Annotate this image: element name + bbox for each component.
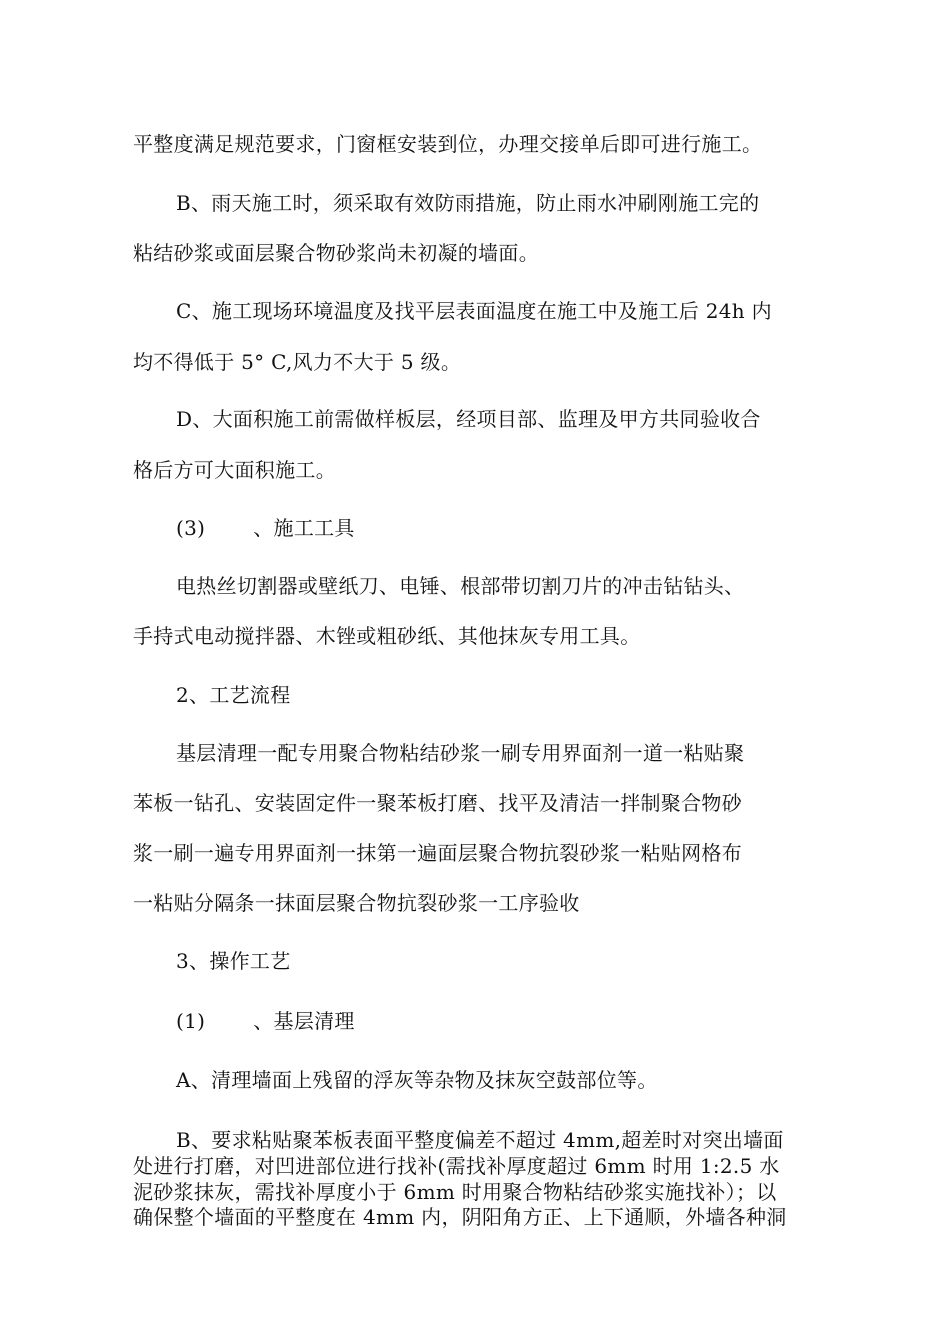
paragraph-line: B、雨天施工时，须采取有效防雨措施，防止雨水冲刷刚施工完的: [176, 191, 760, 215]
paragraph-line: B、要求粘贴聚苯板表面平整度偏差不超过 4mm,超差时对突出墙面: [176, 1128, 784, 1152]
paragraph-line: 手持式电动搅拌器、木锉或粗砂纸、其他抹灰专用工具。: [133, 624, 641, 648]
paragraph-line: A、清理墙面上残留的浮灰等杂物及抹灰空鼓部位等。: [176, 1068, 658, 1092]
paragraph-line: 均不得低于 5° C,风力不大于 5 级。: [133, 350, 462, 374]
section-number: (1): [176, 1009, 206, 1033]
paragraph-line: 格后方可大面积施工。: [133, 458, 336, 482]
section-title: 、基层清理: [253, 1009, 355, 1033]
section-heading: 3、操作工艺: [176, 949, 291, 973]
section-title: 、施工工具: [253, 516, 355, 540]
paragraph-line: D、大面积施工前需做样板层，经项目部、监理及甲方共同验收合: [176, 407, 761, 431]
section-heading: 2、工艺流程: [176, 683, 291, 707]
paragraph-line: 粘结砂浆或面层聚合物砂浆尚未初凝的墙面。: [133, 241, 539, 265]
paragraph-line: 处进行打磨，对凹进部位进行找补(需找补厚度超过 6mm 时用 1:2.5 水: [133, 1154, 780, 1178]
paragraph-line: 平整度满足规范要求，门窗框安装到位，办理交接单后即可进行施工。: [133, 132, 763, 156]
paragraph-line: 浆一刷一遍专用界面剂一抹第一遍面层聚合物抗裂砂浆一粘贴网格布: [133, 841, 742, 865]
section-heading: [176, 516, 355, 540]
paragraph-line: 一粘贴分隔条一抹面层聚合物抗裂砂浆一工序验收: [133, 891, 580, 915]
paragraph-line: 基层清理一配专用聚合物粘结砂浆一刷专用界面剂一道一粘贴聚: [176, 741, 745, 765]
paragraph-line: 泥砂浆抹灰，需找补厚度小于 6mm 时用聚合物粘结砂浆实施找补）；以: [133, 1180, 777, 1204]
section-heading: [176, 1009, 355, 1033]
paragraph-line: C、施工现场环境温度及找平层表面温度在施工中及施工后 24h 内: [176, 299, 772, 323]
paragraph-line: 确保整个墙面的平整度在 4mm 内，阴阳角方正、上下通顺，外墙各种洞: [133, 1205, 787, 1229]
paragraph-line: 苯板一钻孔、安装固定件一聚苯板打磨、找平及清洁一拌制聚合物砂: [133, 791, 742, 815]
section-number: (3): [176, 516, 206, 540]
paragraph-line: 电热丝切割器或壁纸刀、电锤、根部带切割刀片的冲击钻钻头、: [176, 574, 745, 598]
